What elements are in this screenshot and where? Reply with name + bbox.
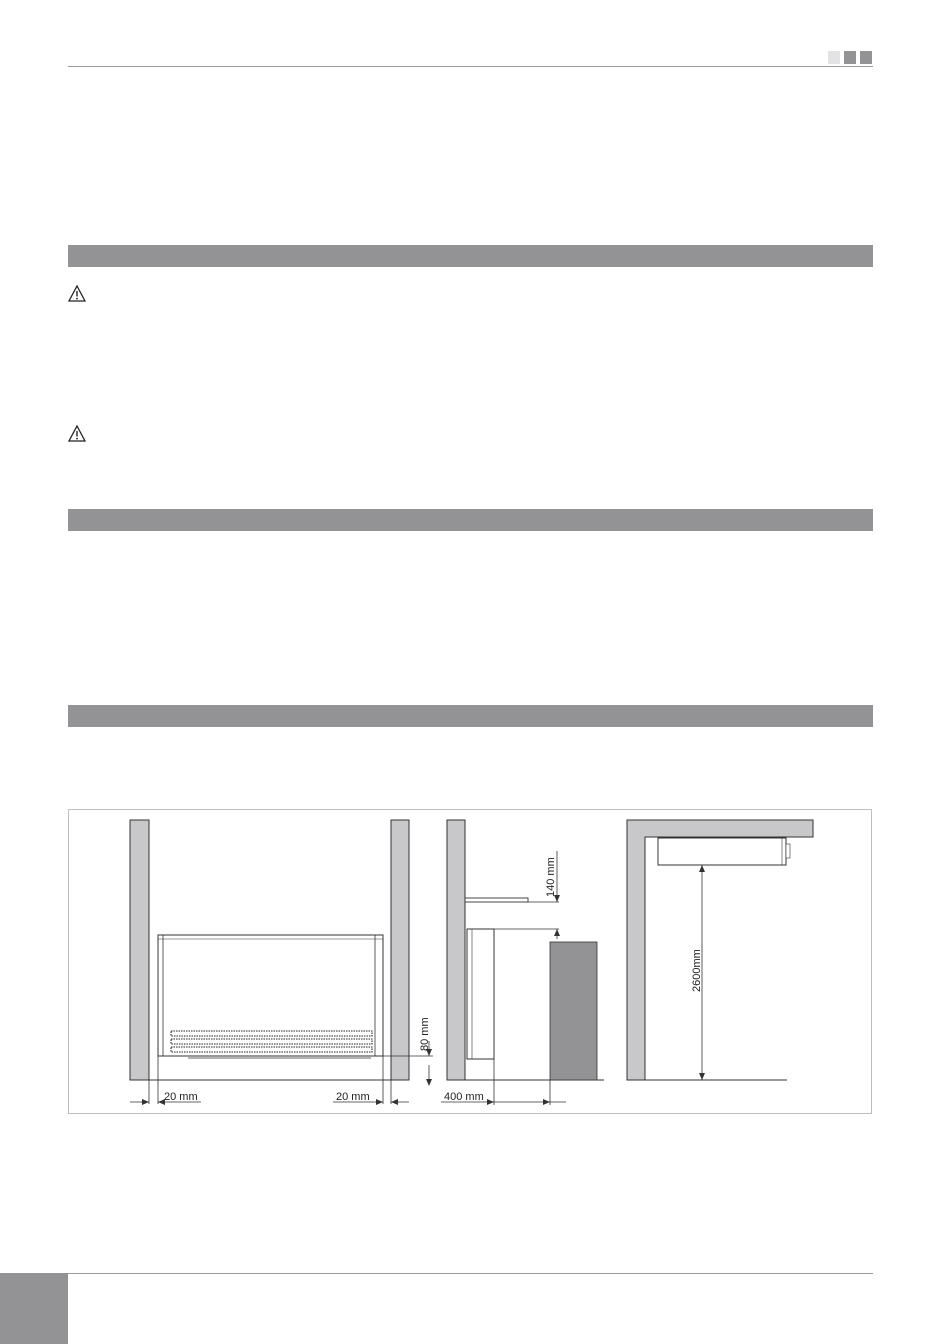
ceiling-unit	[658, 838, 786, 865]
obstacle	[550, 942, 597, 1080]
front-clearance-label: 400 mm	[444, 1091, 484, 1103]
left-clearance-label: 20 mm	[164, 1091, 198, 1103]
footer-rule	[68, 1273, 873, 1274]
header-square-dark	[844, 51, 856, 64]
warning-triangle-icon	[68, 285, 86, 302]
top-clearance-label: 140 mm	[545, 857, 557, 897]
front-unit	[158, 935, 383, 1058]
clearance-diagram	[69, 810, 873, 1115]
section-heading-bar-1	[68, 245, 873, 267]
section-heading-bar-2	[68, 509, 873, 531]
ceiling-view	[627, 820, 813, 1080]
installation-clearance-figure	[68, 809, 872, 1114]
height-label: 2600mm	[691, 949, 703, 992]
side-view	[441, 820, 604, 1105]
side-wall	[447, 820, 465, 1080]
header-square-dark	[860, 51, 872, 64]
header-square-light	[828, 51, 840, 64]
header-rule	[68, 66, 873, 67]
right-wall	[391, 820, 409, 1080]
page-corner-block	[0, 1273, 68, 1344]
side-unit	[467, 929, 494, 1059]
right-clearance-label: 20 mm	[336, 1091, 370, 1103]
left-wall	[130, 820, 149, 1080]
shelf	[465, 898, 528, 902]
front-view	[130, 820, 433, 1105]
section-heading-bar-3	[68, 705, 873, 727]
warning-triangle-icon	[68, 425, 86, 442]
floor-clearance-label: 80 mm	[419, 1017, 431, 1051]
